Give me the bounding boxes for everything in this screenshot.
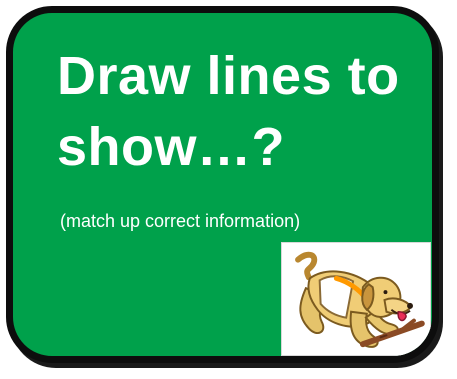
instruction-card [6,6,439,363]
dog-illustration [281,242,431,356]
title-line-1: Draw lines to [57,46,400,106]
dog-tongue [398,312,406,321]
title-line-2: show…? [57,117,285,177]
card-title [57,41,427,183]
dog-with-stick-icon [282,243,430,355]
card-subtitle: (match up correct information) [60,211,301,231]
dog-nose [407,303,413,309]
dog-eye [384,290,388,294]
